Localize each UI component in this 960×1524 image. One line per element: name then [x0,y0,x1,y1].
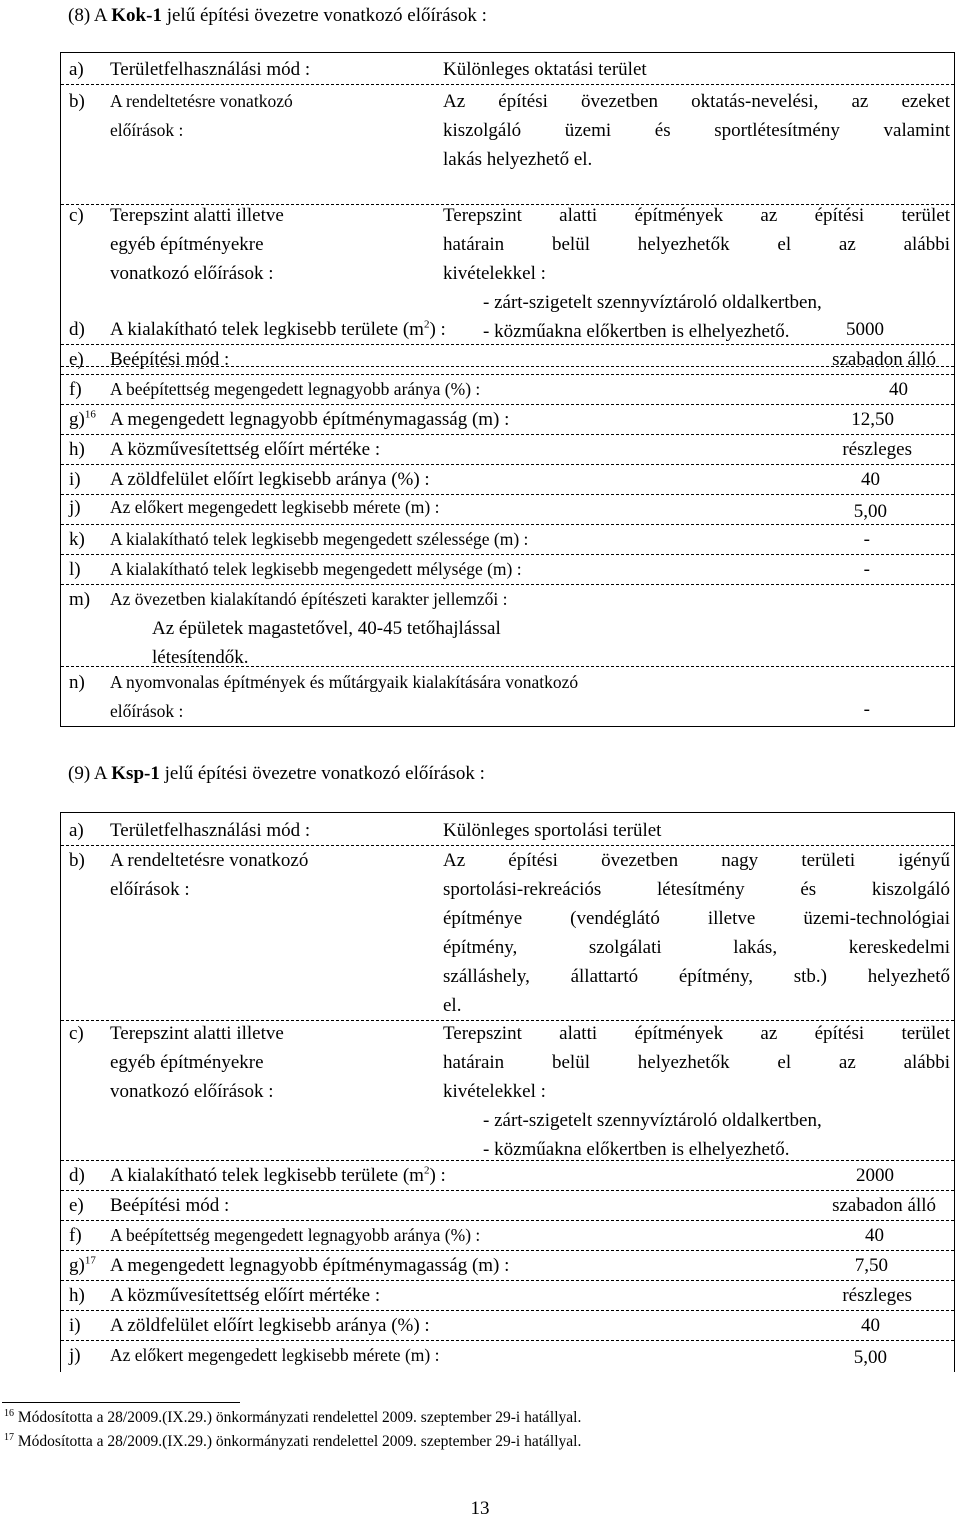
label-text: A kialakítható telek legkisebb területe (m [110,319,424,340]
value-line: - közműakna előkertben is elhelyezhető. [483,1139,790,1160]
row-value: 40 [861,469,880,490]
row-value [443,846,950,1020]
value-line: kiszolgáló üzemi és sportlétesítmény valamint [443,120,950,141]
row-k [61,525,954,555]
row-value: részleges [842,439,912,460]
label-text: A megengedett legnagyobb építménymagasság (m) : [110,409,510,430]
row-value: 40 [889,379,908,400]
row-key: j) [69,1345,81,1366]
footnote-ref: 17 [84,1254,96,1267]
footnote-ref: 16 [84,408,96,421]
row-h [61,435,954,465]
label-text: A nyomvonalas építmények és műtárgyaik kialakítására vonatkozó [110,672,579,692]
value-line: - zárt-szigetelt szennyvíztároló oldalkertben, [483,1110,822,1131]
row-key: l) [69,559,81,580]
row-label [69,55,310,84]
row-label [69,846,308,904]
label-text: Terepszint alatti illetve [110,1023,284,1044]
row-value: 12,50 [851,409,894,430]
value-line: kivételekkel : [443,263,546,284]
footnote-17 [4,1432,581,1452]
label-text: A megengedett legnagyobb építménymagasság (m) : [110,1255,510,1276]
value-line: határain belül helyezhetők el az alábbi [443,1052,950,1073]
label-text: ) : [429,319,446,340]
superscript: 2 [423,318,430,331]
heading-suffix: jelű építési övezetre vonatkozó előírások : [159,763,485,784]
row-value: szabadon álló [832,1195,936,1216]
row-label [69,555,522,584]
value-line: kivételekkel : [443,1081,546,1102]
row-label [69,816,310,845]
row-label [69,525,528,554]
zone-code: Kok-1 [111,5,162,26]
label-text: A rendeltetésre vonatkozó [110,850,309,871]
row-b [61,85,954,205]
row-key: j) [69,497,81,518]
label-text: egyéb építményekre [110,1052,264,1073]
row-value: 40 [861,1315,880,1336]
value-line: el. [443,995,462,1016]
label-text: Beépítési mód : [110,349,230,370]
row-value [443,1019,950,1164]
row-value: 5,00 [853,501,887,522]
row-label [69,375,480,404]
row-label [69,345,229,374]
row-key: n) [69,672,85,693]
row-label [69,1251,509,1280]
heading-prefix: (9) A [68,763,112,784]
heading-suffix: jelű építési övezetre vonatkozó előírások : [161,5,487,26]
label-text: előírások : [110,879,190,900]
row-label [69,1311,430,1340]
section-8-heading [68,4,487,28]
row-j [61,1341,954,1373]
label-text: A közművesítettség előírt mértéke : [110,439,381,460]
value-line: szálláshely, állattartó építmény, stb.) helyezhető [443,966,950,987]
row-label [69,1019,284,1106]
row-key: h) [69,439,85,460]
row-key: m) [69,589,91,610]
row-key: a) [69,59,84,80]
row-label [69,405,509,434]
row-value: - [863,529,870,550]
label-text: A beépítettség megengedett legnagyobb aránya (%) : [110,1225,481,1245]
value-line: határain belül helyezhetők el az alábbi [443,234,950,255]
section-9-heading [68,762,485,786]
row-value: 40 [865,1225,884,1246]
row-key: c) [69,1023,84,1044]
label-text: A kialakítható telek legkisebb megengedett mélysége (m) : [110,559,522,579]
row-value [152,614,501,672]
row-value: szabadon álló [832,349,936,370]
row-value: - [863,559,870,580]
value-line: lakás helyezhető el. [443,149,593,170]
row-label [69,87,293,145]
row-i [61,465,954,495]
row-key: g) [69,1255,85,1276]
kok1-regulations-table [60,52,955,727]
row-key: i) [69,469,81,490]
row-key: g) [69,409,85,430]
row-f [61,375,954,405]
label-text: A kialakítható telek legkisebb területe (m [110,1165,424,1186]
row-b [61,846,954,1021]
value-line: - közműakna előkertben is elhelyezhető. [483,321,790,342]
ksp1-regulations-table [60,812,955,1372]
row-label [69,435,380,464]
row-label [69,1281,380,1310]
row-l [61,555,954,585]
row-key: a) [69,820,84,841]
value-line: - zárt-szigetelt szennyvíztároló oldalkertben, [483,292,822,313]
row-i [61,1311,954,1341]
footnote-text: Módosította a 28/2009.(IX.29.) önkormányzati rendelettel 2009. szeptember 29-i hatállyal. [14,1409,582,1426]
label-text: A kialakítható telek legkisebb megengedett szélessége (m) : [110,529,529,549]
row-label [69,1341,439,1370]
heading-prefix: (8) A [68,5,112,26]
row-value: - [863,699,870,720]
row-key: d) [69,1165,85,1186]
row-a [61,813,954,846]
row-n [61,667,954,728]
row-key: f) [69,379,82,400]
row-key: f) [69,1225,82,1246]
row-d [61,315,954,345]
row-c [61,1021,954,1161]
footnote-number: 16 [4,1407,14,1419]
row-key: b) [69,850,85,871]
row-value: Különleges oktatási terület [443,59,647,80]
row-e [61,345,954,375]
row-value: 7,50 [854,1255,888,1276]
row-key: e) [69,1195,84,1216]
row-key: b) [69,91,85,112]
row-key: c) [69,205,84,226]
value-line: építmény, szolgálati lakás, kereskedelmi [443,937,950,958]
row-g [61,1251,954,1281]
label-text: A zöldfelület előírt legkisebb aránya (%) : [110,469,430,490]
label-text: A rendeltetésre vonatkozó [110,91,293,111]
row-label [69,585,507,614]
row-e [61,1191,954,1221]
row-key: h) [69,1285,85,1306]
row-a [61,53,954,85]
value-line: sportolási-rekreációs létesítmény és kiszolgáló [443,879,950,900]
label-text: A zöldfelület előírt legkisebb aránya (%) : [110,1315,430,1336]
value-line: létesítendők. [152,647,249,668]
row-j [61,495,954,525]
row-key: e) [69,349,84,370]
label-text: Területfelhasználási mód : [110,820,311,841]
zone-code: Ksp-1 [111,763,160,784]
label-text: előírások : [110,120,184,140]
label-text: egyéb építményekre [110,234,264,255]
row-key: k) [69,529,85,550]
row-label [69,493,439,522]
row-value [443,87,950,174]
row-label [69,668,578,726]
label-text: előírások : [110,701,184,721]
label-text: Területfelhasználási mód : [110,59,311,80]
label-text: ) : [429,1165,446,1186]
value-line: Az építési övezetben oktatás-nevelési, az ezeket [443,91,950,112]
row-label [69,315,446,344]
row-label [69,1221,480,1250]
row-f [61,1221,954,1251]
label-text: A beépítettség megengedett legnagyobb aránya (%) : [110,379,481,399]
footnote-16 [4,1408,581,1428]
value-line: építménye (vendéglátó illetve üzemi-technológiai [443,908,950,929]
label-text: vonatkozó előírások : [110,1081,274,1102]
label-text: Az előkert megengedett legkisebb mérete (m) : [110,497,440,517]
footnote-separator [2,1402,240,1403]
row-value: 5,00 [853,1347,887,1368]
label-text: Beépítési mód : [110,1195,230,1216]
row-d [61,1161,954,1191]
label-text: vonatkozó előírások : [110,263,274,284]
value-line: Az építési övezetben nagy területi igényű [443,850,950,871]
footnote-number: 17 [4,1431,14,1443]
row-value: részleges [842,1285,912,1306]
value-line: Terepszint alatti építmények az építési terület [443,1023,950,1044]
row-label [69,1161,446,1190]
row-value: 2000 [856,1165,894,1186]
page-number: 13 [470,1498,490,1519]
row-label [69,201,284,288]
label-text: Az övezetben kialakítandó építészeti karakter jellemzői : [110,589,508,609]
label-text: A közművesítettség előírt mértéke : [110,1285,381,1306]
row-g [61,405,954,435]
superscript: 2 [423,1164,430,1177]
value-line: Terepszint alatti építmények az építési terület [443,205,950,226]
row-key: d) [69,319,85,340]
row-value: Különleges sportolási terület [443,820,662,841]
value-line: Az épületek magastetővel, 40-45 tetőhajlással [152,618,501,639]
label-text: Terepszint alatti illetve [110,205,284,226]
row-key: i) [69,1315,81,1336]
row-h [61,1281,954,1311]
row-value: 5000 [846,319,884,340]
label-text: Az előkert megengedett legkisebb mérete (m) : [110,1345,440,1365]
row-label [69,465,430,494]
row-label [69,1191,229,1220]
row-m [61,585,954,667]
footnote-text: Módosította a 28/2009.(IX.29.) önkormányzati rendelettel 2009. szeptember 29-i hatállyal. [14,1433,582,1450]
